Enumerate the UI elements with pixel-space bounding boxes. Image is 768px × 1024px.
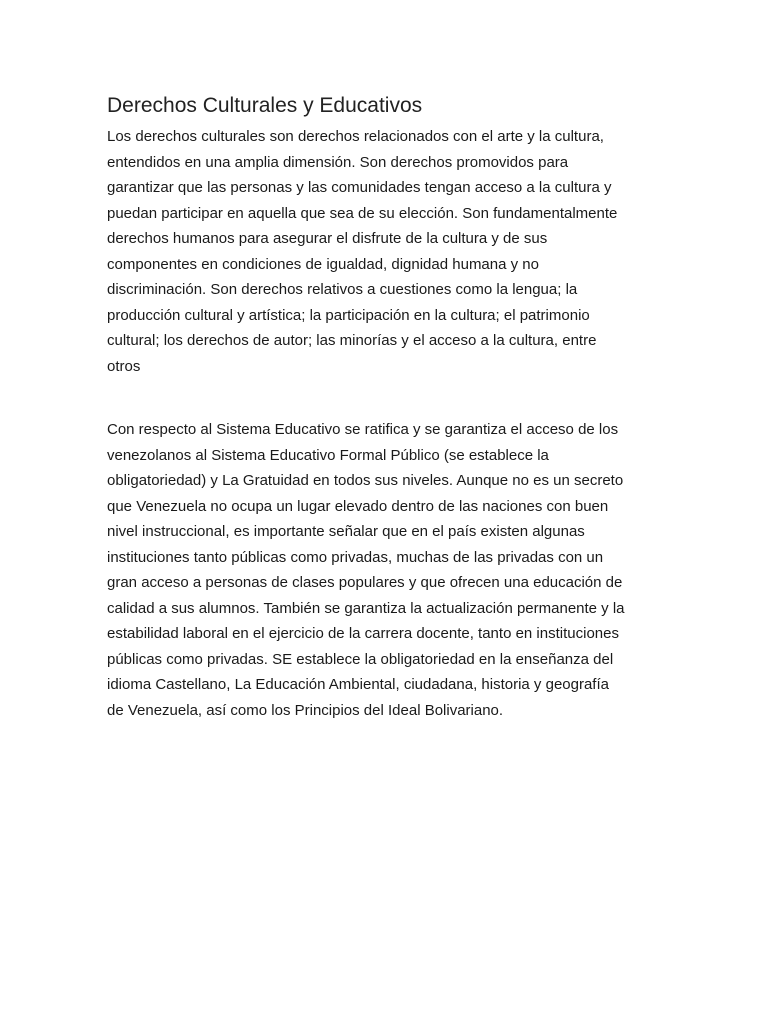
text-line: derechos humanos para asegurar el disfrute de la cultura y de sus	[107, 230, 548, 247]
paragraph-sistema-educativo	[107, 417, 667, 723]
text-line: públicas como privadas. SE establece la obligatoriedad en la enseñanza del	[107, 650, 614, 668]
text-line: estabilidad laboral en el ejercicio de la carrera docente, tanto en instituciones	[107, 625, 619, 642]
paragraph-spacer	[107, 379, 667, 417]
text-line: puedan participar en aquella que sea de su elección. Son fundamentalmente	[107, 204, 618, 222]
document-title: Derechos Culturales y Educativos	[107, 94, 423, 117]
text-line: idioma Castellano, La Educación Ambiental, ciudadana, historia y geografía	[107, 676, 609, 693]
text-line: cultural; los derechos de autor; las minorías y el acceso a la cultura, entre	[107, 332, 597, 349]
text-line: Con respecto al Sistema Educativo se ratifica y se garantiza el acceso de los	[107, 421, 619, 438]
document-page	[107, 92, 667, 723]
text-line: producción cultural y artística; la participación en la cultura; el patrimonio	[107, 306, 590, 324]
text-line: otros	[107, 357, 141, 375]
text-line: discriminación. Son derechos relativos a cuestiones como la lengua; la	[107, 281, 578, 298]
text-line: gran acceso a personas de clases populares y que ofrecen una educación de	[107, 574, 623, 591]
text-line: venezolanos al Sistema Educativo Formal Público (se establece la	[107, 446, 549, 464]
text-line: obligatoriedad) y La Gratuidad en todos sus niveles. Aunque no es un secreto	[107, 472, 624, 489]
paragraph-derechos-culturales	[107, 124, 667, 379]
text-line: calidad a sus alumnos. También se garantiza la actualización permanente y la	[107, 599, 625, 617]
text-line: que Venezuela no ocupa un lugar elevado dentro de las naciones con buen	[107, 497, 609, 515]
text-line: nivel instruccional, es importante señalar que en el país existen algunas	[107, 523, 585, 540]
text-line: componentes en condiciones de igualdad, dignidad humana y no	[107, 255, 539, 273]
text-line: Los derechos culturales son derechos relacionados con el arte y la cultura,	[107, 128, 604, 145]
text-line: de Venezuela, así como los Principios del Ideal Bolivariano.	[107, 701, 504, 719]
text-line: instituciones tanto públicas como privadas, muchas de las privadas con un	[107, 548, 604, 566]
text-line: entendidos en una amplia dimensión. Son derechos promovidos para	[107, 153, 569, 171]
text-line: garantizar que las personas y las comunidades tengan acceso a la cultura y	[107, 179, 612, 196]
